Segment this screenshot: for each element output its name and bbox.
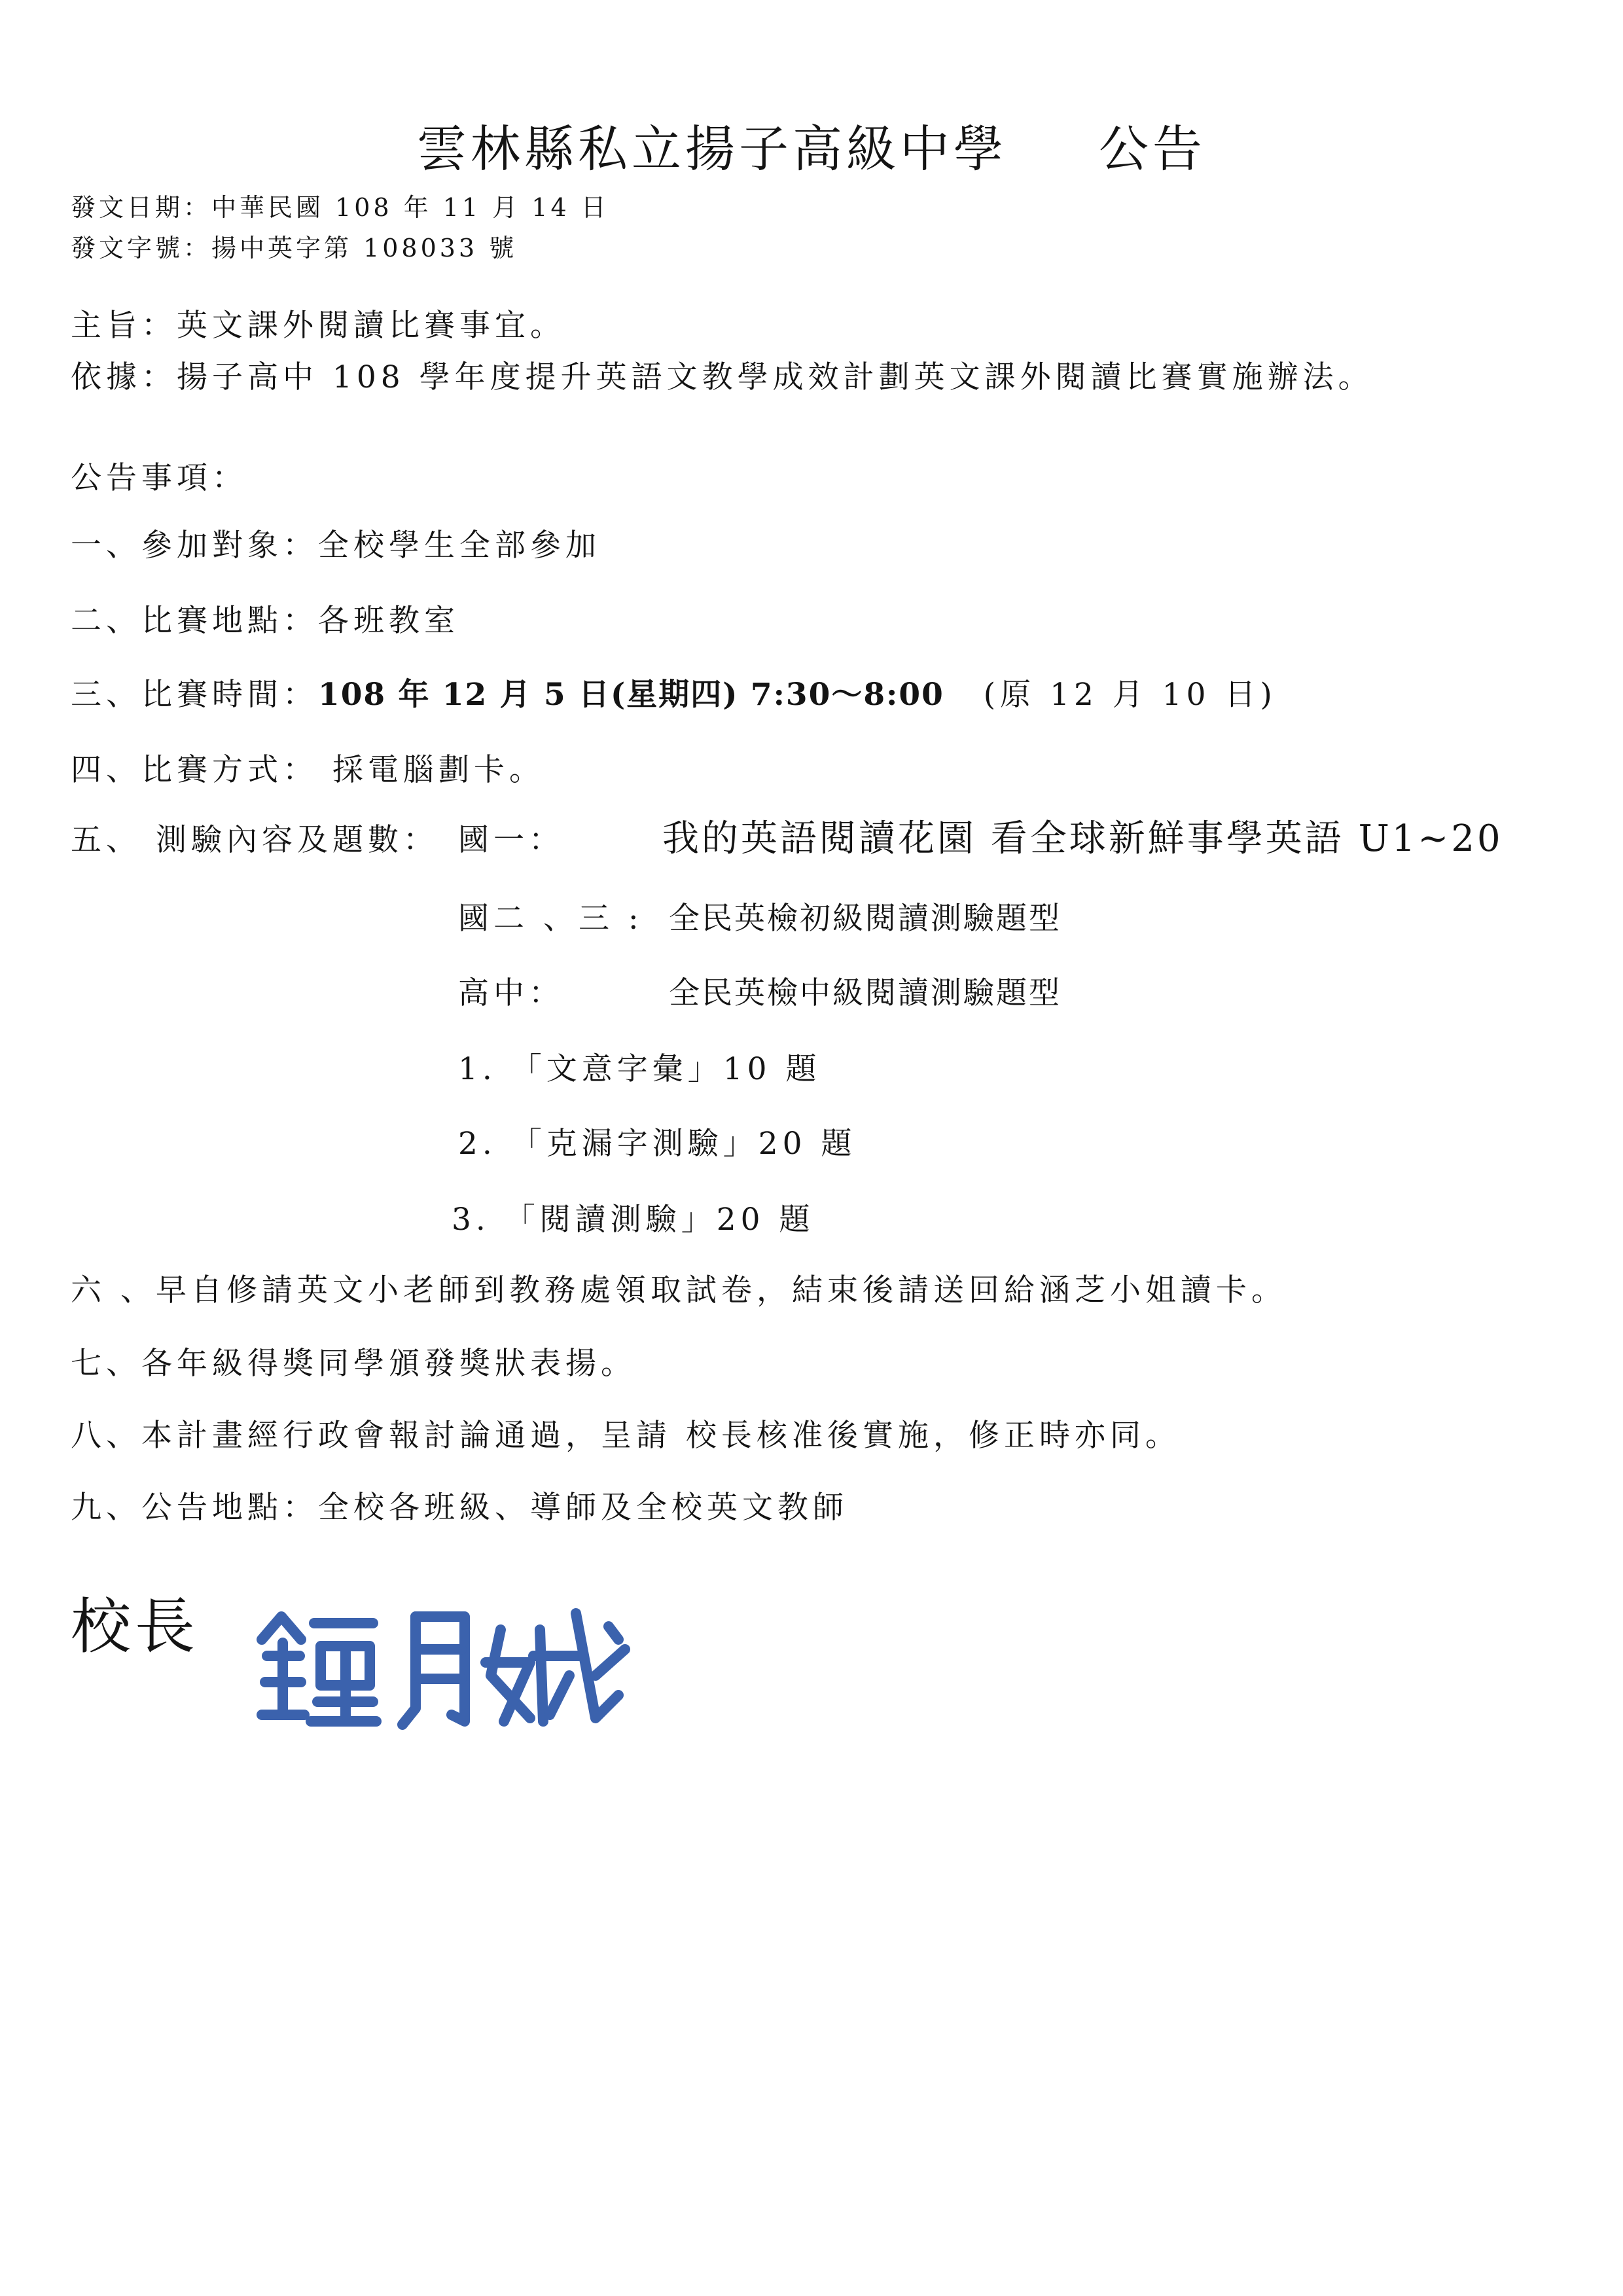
issue-date: 發文日期：中華民國 108 年 11 月 14 日 — [71, 193, 609, 222]
item-4: 四、比賽方式： 採電腦劃卡。 — [71, 752, 544, 788]
subject-line: 主旨：英文課外閱讀比賽事宜。 — [71, 308, 565, 344]
item-5-sub-2: 2. 「克漏字測驗」20 題 — [458, 1126, 857, 1162]
item-5-sub-1: 1. 「文意字彙」10 題 — [458, 1051, 821, 1087]
item-5-hs-content: 全民英檢中級閱讀測驗題型 — [669, 975, 1061, 1011]
document-title — [0, 120, 1623, 178]
item-3 — [71, 677, 1277, 713]
item-5-grade7-label: 國一： — [458, 822, 564, 858]
item-2: 二、比賽地點：各班教室 — [71, 603, 459, 639]
item-3-label: 三、比賽時間： — [71, 677, 318, 713]
doc-type: 公告 — [1099, 120, 1206, 178]
item-3-time: 108 年 12 月 5 日(星期四) 7:30～8:00 — [318, 677, 944, 713]
item-5-grade7-content: 我的英語閱讀花園 看全球新鮮事學英語 U1~20 — [662, 817, 1503, 860]
item-8: 八、本計畫經行政會報討論通過，呈請 校長核准後實施，修正時亦同。 — [71, 1418, 1181, 1454]
issue-number: 發文字號：揚中英字第 108033 號 — [71, 234, 518, 262]
item-5-grade89-content: 全民英檢初級閱讀測驗題型 — [669, 901, 1061, 937]
item-5-hs-label: 高中： — [458, 975, 564, 1011]
item-7: 七、各年級得獎同學頒發獎狀表揚。 — [71, 1346, 636, 1382]
principal-signature — [242, 1577, 648, 1741]
item-3-note: (原 12 月 10 日) — [983, 677, 1277, 713]
item-5-sub-3: 3. 「閱讀測驗」20 題 — [452, 1202, 815, 1238]
items-heading: 公告事項： — [71, 460, 247, 496]
school-name: 雲林縣私立揚子高級中學 — [417, 120, 1007, 178]
item-1: 一、參加對象：全校學生全部參加 — [71, 528, 601, 564]
basis-line: 依據：揚子高中 108 學年度提升英語文教學成效計劃英文課外閱讀比賽實施辦法。 — [71, 359, 1374, 395]
item-5-grade89-label: 國二 、三 : — [458, 901, 643, 937]
item-9: 九、公告地點：全校各班級、導師及全校英文教師 — [71, 1490, 848, 1526]
item-5-label: 五、 測驗內容及題數： — [71, 822, 438, 858]
principal-title: 校長 — [71, 1592, 200, 1662]
item-6: 六 、早自修請英文小老師到教務處領取試卷，結束後請送回給涵芝小姐讀卡。 — [71, 1272, 1287, 1308]
